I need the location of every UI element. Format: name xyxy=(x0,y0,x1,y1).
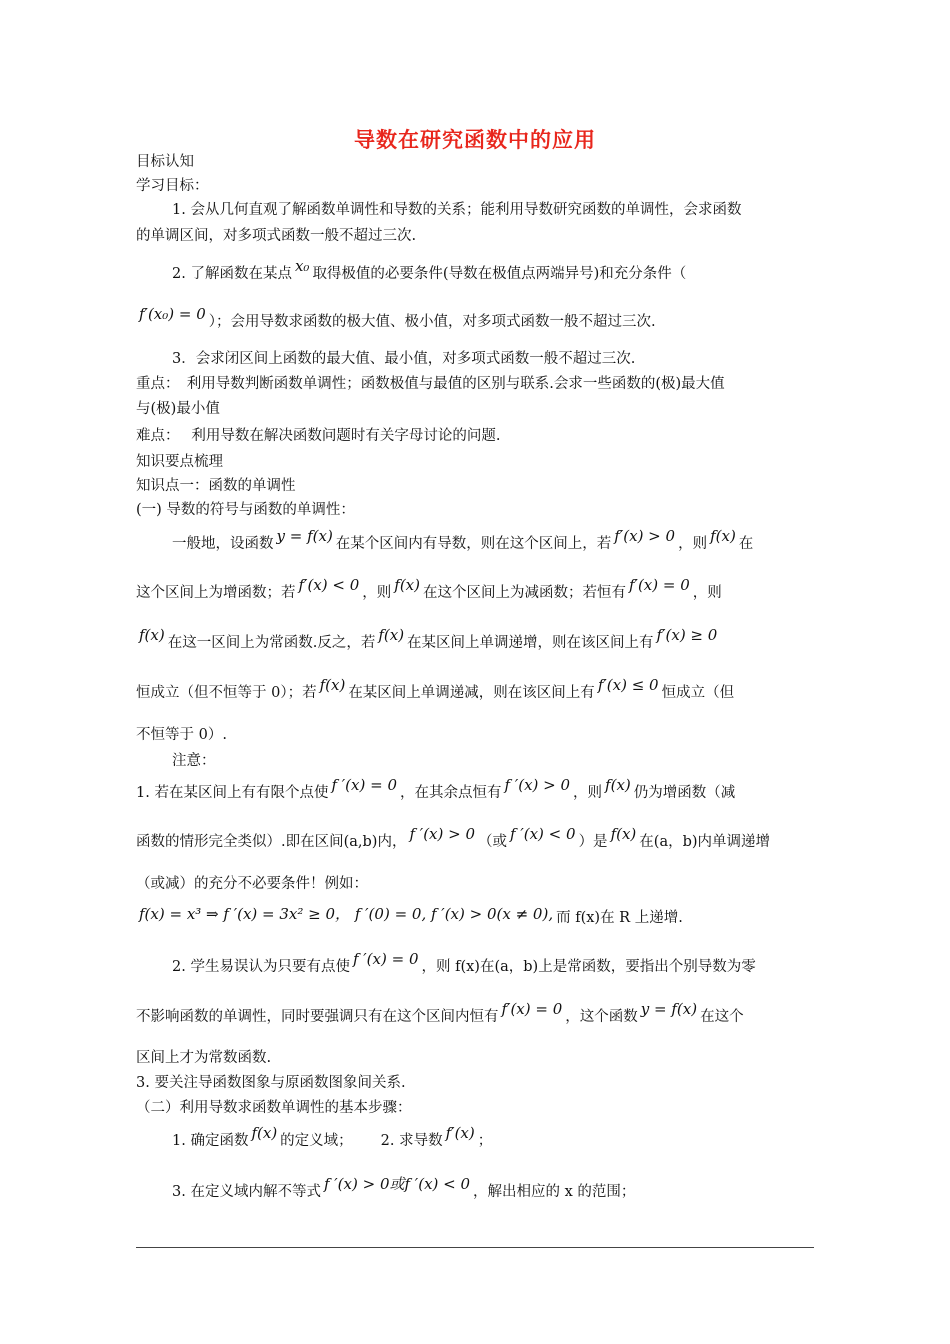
math: f(x) xyxy=(319,676,346,694)
text: 而 f(x)在 R 上递增. xyxy=(556,910,683,926)
step-1-2 xyxy=(172,1124,493,1151)
text: 在某区间上单调递减，则在该区间上有 xyxy=(348,685,595,701)
math-derivative-zero: f′(x₀) = 0 xyxy=(139,305,206,323)
step-3 xyxy=(172,1175,636,1202)
document-title: 导数在研究函数中的应用 xyxy=(354,128,596,152)
math: y = f(x) xyxy=(276,527,333,545)
math: f(x) xyxy=(394,576,420,594)
text: 2. 了解函数在某点 xyxy=(172,266,292,282)
math: f(x) xyxy=(610,825,637,843)
math: f ′(x) < 0 xyxy=(510,825,576,843)
math: f′(x) > 0 xyxy=(614,527,676,545)
math: f(x) xyxy=(605,776,631,794)
heading-point-1: 知识点一：函数的单调性 xyxy=(136,478,296,494)
heading-knowledge: 知识要点梳理 xyxy=(136,454,223,470)
note-1-line-1 xyxy=(136,776,736,803)
text: ，则 f(x)在(a，b)上是常函数，要指出个别导数为零 xyxy=(421,959,756,975)
goal-2-line-2 xyxy=(136,305,656,332)
math: f′(x) xyxy=(445,1124,475,1142)
text: ，解出相应的 x 的范围； xyxy=(473,1184,636,1200)
text: 3. 在定义域内解不等式 xyxy=(172,1184,321,1200)
heading-sub-1: (一) 导数的符号与函数的单调性： xyxy=(136,502,355,518)
text: 2. 求导数 xyxy=(380,1133,443,1149)
heading-learning-goals: 学习目标： xyxy=(136,178,209,194)
note-1-example xyxy=(136,907,683,928)
difficult-points: 难点： 利用导数在解决函数问题时有关字母讨论的问题. xyxy=(136,428,501,444)
para-1-line-4 xyxy=(136,676,735,703)
key-points-line-1: 重点： 利用导数判断函数单调性；函数极值与最值的区别与联系.会求一些函数的(极)最大值 xyxy=(136,376,725,392)
para-1-line-5: 不恒等于 0）. xyxy=(136,727,227,743)
text: 在这个区间上为减函数；若恒有 xyxy=(423,585,626,601)
text: 恒成立（但 xyxy=(661,685,735,701)
math: f ′(x) > 0或f ′(x) < 0 xyxy=(323,1175,471,1193)
math: f(x) xyxy=(251,1124,278,1142)
text: ）是 xyxy=(578,834,608,850)
note-2-line-3: 区间上才为常数函数. xyxy=(136,1050,272,1066)
text: ，在其余点恒有 xyxy=(400,785,502,801)
text: 一般地，设函数 xyxy=(172,536,274,552)
para-1-line-1 xyxy=(172,527,754,554)
text: （或 xyxy=(478,834,508,850)
math: f′(x) ≤ 0 xyxy=(597,676,659,694)
text: 在这个 xyxy=(700,1009,744,1025)
math: f(x) xyxy=(378,626,405,644)
text: 1. 确定函数 xyxy=(172,1133,249,1149)
text: 在 xyxy=(738,536,754,552)
text: ，则 xyxy=(573,785,603,801)
text: 1. 若在某区间上有有限个点使 xyxy=(136,785,329,801)
note-3: 3. 要关注导函数图象与原函数图象间关系. xyxy=(136,1075,406,1091)
text: 函数的情形完全类似）.即在区间(a,b)内， xyxy=(136,834,407,850)
math: f ′(x) > 0 xyxy=(504,776,571,794)
text: ，则 xyxy=(362,585,392,601)
math: f ′(x) = 0 xyxy=(352,950,419,968)
text: 在某区间上单调递增，则在该区间上有 xyxy=(407,635,654,651)
note-1-line-2 xyxy=(136,825,771,852)
key-points-line-2: 与(极)最小值 xyxy=(136,401,220,417)
math-x0: x₀ xyxy=(294,257,310,275)
footer-rule xyxy=(136,1247,814,1248)
goal-3: 3．会求闭区间上函数的最大值、最小值，对多项式函数一般不超过三次. xyxy=(172,351,636,367)
note-2-line-1 xyxy=(172,950,756,977)
math-example: f(x) = x³ ⇒ f ′(x) = 3x² ≥ 0， f ′(0) = 0, f ′(x) > 0(x ≠ 0), xyxy=(139,905,554,923)
note-1-line-3: （或减）的充分不必要条件！例如： xyxy=(136,876,368,892)
text: 取得极值的必要条件(导数在极值点两端异号)和充分条件（ xyxy=(312,266,687,282)
math: y = f(x) xyxy=(640,1000,698,1018)
text: ，则 xyxy=(678,536,708,552)
goal-1-line-1: 1. 会从几何直观了解函数单调性和导数的关系；能利用导数研究函数的单调性，会求函数 xyxy=(172,202,742,218)
note-heading: 注意： xyxy=(172,753,216,769)
para-1-line-2 xyxy=(136,576,722,603)
heading-target: 目标认知 xyxy=(136,154,194,170)
goal-2-line-1 xyxy=(172,257,687,284)
text: 在这一区间上为常函数.反之，若 xyxy=(167,635,376,651)
text: 的定义域； xyxy=(280,1133,353,1149)
text: 在某个区间内有导数，则在这个区间上，若 xyxy=(335,536,612,552)
text: 2. 学生易误认为只要有点使 xyxy=(172,959,350,975)
math: f′(x) = 0 xyxy=(501,1000,563,1018)
text: 不影响函数的单调性，同时要强调只有在这个区间内恒有 xyxy=(136,1009,499,1025)
text: ，这个函数 xyxy=(565,1009,638,1025)
math: f′(x) < 0 xyxy=(298,576,360,594)
text: 在(a，b)内单调递增 xyxy=(639,834,771,850)
text: 这个区间上为增函数；若 xyxy=(136,585,296,601)
text: 恒成立（但不恒等于 0）；若 xyxy=(136,685,317,701)
math: f ′(x) > 0 xyxy=(409,825,476,843)
math: f′(x) ≥ 0 xyxy=(656,626,718,644)
text: 仍为增函数（减 xyxy=(633,785,736,801)
math: f′(x) = 0 xyxy=(629,576,690,594)
para-1-line-3 xyxy=(136,626,720,653)
math: f(x) xyxy=(710,527,736,545)
math: f(x) xyxy=(139,626,165,644)
goal-1-line-2: 的单调区间，对多项式函数一般不超过三次. xyxy=(136,228,417,244)
text: ）；会用导数求函数的极大值、极小值，对多项式函数一般不超过三次. xyxy=(208,314,656,330)
heading-sub-2: （二）利用导数求函数单调性的基本步骤： xyxy=(136,1100,412,1116)
text: ，则 xyxy=(692,585,722,601)
text: ； xyxy=(477,1133,493,1149)
note-2-line-2 xyxy=(136,1000,744,1027)
math: f ′(x) = 0 xyxy=(331,776,397,794)
